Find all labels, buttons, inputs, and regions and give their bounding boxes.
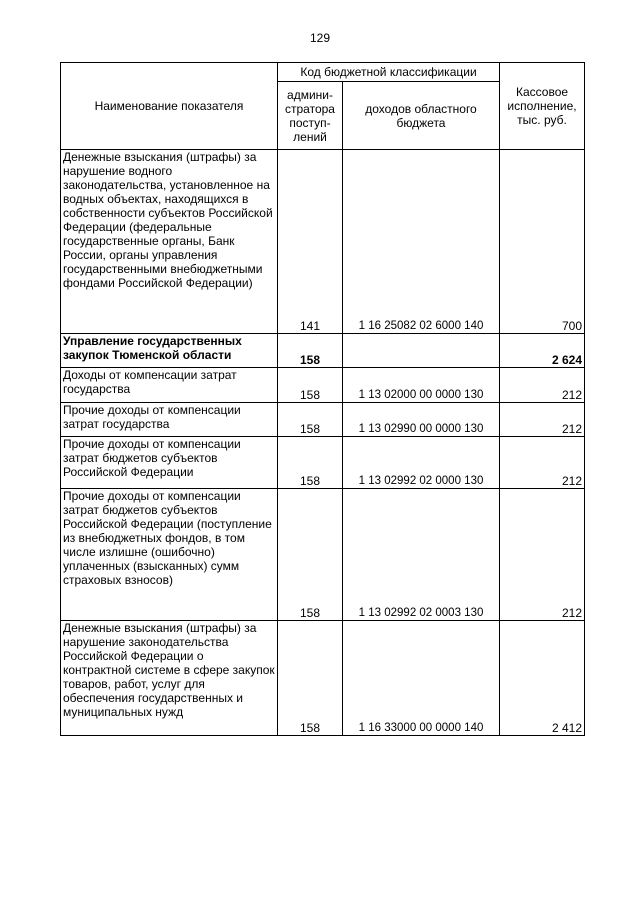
row-amount: 700 bbox=[500, 150, 585, 334]
row-admin-code: 158 bbox=[278, 403, 343, 437]
header-execution: Кассовое исполнение, тыс. руб. bbox=[500, 63, 585, 150]
row-income-code: 1 13 02992 02 0003 130 bbox=[343, 489, 500, 621]
row-amount: 212 bbox=[500, 489, 585, 621]
table-row bbox=[61, 437, 585, 489]
row-amount: 212 bbox=[500, 403, 585, 437]
row-name: Доходы от компенсации затрат государства bbox=[61, 368, 278, 403]
table-row bbox=[61, 150, 585, 334]
table-row bbox=[61, 489, 585, 621]
header-classification-group: Код бюджетной классификации bbox=[278, 63, 500, 82]
row-income-code: 1 13 02992 02 0000 130 bbox=[343, 437, 500, 489]
row-amount: 212 bbox=[500, 437, 585, 489]
table-row bbox=[61, 368, 585, 403]
row-admin-code: 158 bbox=[278, 368, 343, 403]
header-income: доходов областного бюджета bbox=[343, 82, 500, 150]
row-income-code: 1 16 25082 02 6000 140 bbox=[343, 150, 500, 334]
header-admin: админи-стратора поступ-лений bbox=[278, 82, 343, 150]
row-name: Прочие доходы от компенсации затрат бюджетов субъектов Российской Федерации (поступление из внебюджетных фондов, в том числе излишне (ошибочно) уплаченных (взысканных) сумм страховых взносов) bbox=[61, 489, 278, 621]
row-admin-code: 141 bbox=[278, 150, 343, 334]
row-income-code: 1 16 33000 00 0000 140 bbox=[343, 621, 500, 736]
budget-table bbox=[60, 62, 585, 736]
row-admin-code: 158 bbox=[278, 334, 343, 368]
row-name: Денежные взыскания (штрафы) за нарушение законодательства Российской Федерации о контрактной системе в сфере закупок товаров, работ, услуг для обеспечения государственных и муниципальных нужд bbox=[61, 621, 278, 736]
row-income-code bbox=[343, 334, 500, 368]
table-header bbox=[61, 63, 585, 150]
table-row bbox=[61, 621, 585, 736]
row-amount: 2 412 bbox=[500, 621, 585, 736]
page-number: 129 bbox=[309, 31, 331, 45]
row-name: Прочие доходы от компенсации затрат бюджетов субъектов Российской Федерации bbox=[61, 437, 278, 489]
row-admin-code: 158 bbox=[278, 437, 343, 489]
row-amount: 2 624 bbox=[500, 334, 585, 368]
header-name: Наименование показателя bbox=[61, 63, 278, 150]
row-income-code: 1 13 02000 00 0000 130 bbox=[343, 368, 500, 403]
row-name: Управление государственных закупок Тюменской области bbox=[61, 334, 278, 368]
row-name: Прочие доходы от компенсации затрат государства bbox=[61, 403, 278, 437]
table-row bbox=[61, 403, 585, 437]
row-admin-code: 158 bbox=[278, 489, 343, 621]
row-amount: 212 bbox=[500, 368, 585, 403]
row-income-code: 1 13 02990 00 0000 130 bbox=[343, 403, 500, 437]
row-admin-code: 158 bbox=[278, 621, 343, 736]
table-row bbox=[61, 334, 585, 368]
row-name: Денежные взыскания (штрафы) за нарушение водного законодательства, установленное на водных объектах, находящихся в собственности субъектов Российской Федерации (федеральные государственные органы, Банк России, органы управления государственными внебюджетными фондами Российской Федерации) bbox=[61, 150, 278, 334]
